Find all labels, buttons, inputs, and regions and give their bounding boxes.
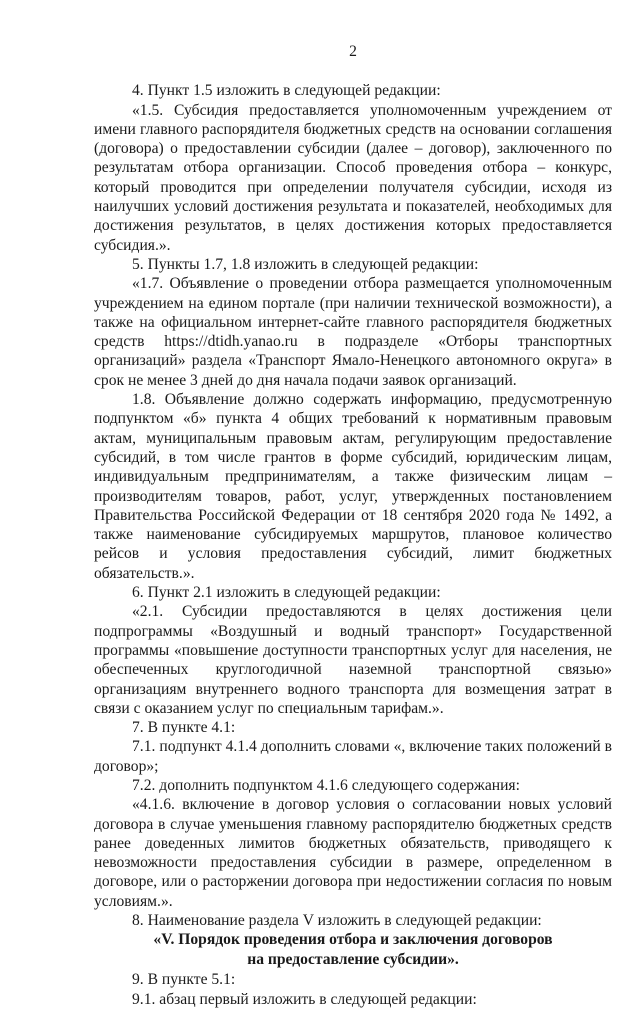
paragraph-clause-2-1: «2.1. Субсидии предоставляются в целях достижения цели подпрограммы «Воздушный и водный транспорт» Государственной программы «повышение доступности транспортных услуг для населения, не обеспеченных круглогодичной наземной транспортной связью» организациям внутреннего водного транспорта для возмещения затрат в связи с оказанием услуг по специальным тарифам.». xyxy=(94,603,612,717)
paragraph-item-5: 5. Пункты 1.7, 1.8 изложить в следующей редакции: xyxy=(132,255,479,273)
paragraph-item-7-1: 7.1. подпункт 4.1.4 дополнить словами «, включение таких положений в договор»; xyxy=(94,738,612,775)
paragraph-clause-1-7: «1.7. Объявление о проведении отбора размещается уполномоченным учреждением на едином портале (при наличии технической возможности), а также на официальном интернет-сайте главного распорядителя бюджетных средств https://dtidh.yanao.ru в подразделе «Отборы транспортных организаций» раздела «Транспорт Ямало-Ненецкого автономного округа» в срок не менее 3 дней до дня начала подачи заявок организаций. xyxy=(94,275,612,389)
document-page xyxy=(94,42,612,1009)
paragraph-item-7-2: 7.2. дополнить подпунктом 4.1.6 следующего содержания: xyxy=(132,776,520,794)
paragraph-item-6: 6. Пункт 2.1 изложить в следующей редакции: xyxy=(132,584,441,602)
paragraph-item-9: 9. В пункте 5.1: xyxy=(132,971,236,989)
paragraph-clause-1-8: 1.8. Объявление должно содержать информацию, предусмотренную подпунктом «б» пункта 4 общих требований к нормативным правовым актам, муниципальным правовым актам, регулирующим предоставление субсидий, в том числе грантов в форме субсидий, юридическим лицам, индивидуальным предпринимателям, а также физическим лицам – производителям товаров, работ, услуг, утвержденных постановлением Правительства Российской Федерации от 18 сентября 2020 года № 1492, а также наименование субсидируемых маршрутов, плановое количество рейсов и условия предоставления субсидий, лимит бюджетных обязательств.». xyxy=(94,391,612,582)
paragraph-item-9-1: 9.1. абзац первый изложить в следующей редакции: xyxy=(132,990,477,1008)
paragraph-item-8: 8. Наименование раздела V изложить в следующей редакции: xyxy=(132,912,542,930)
paragraph-clause-1-5: «1.5. Субсидия предоставляется уполномоченным учреждением от имени главного распорядителя бюджетных средств на основании соглашения (договора) о предоставлении субсидии (далее – договор), заключенного по результатам отбора организации. Способ проведения отбора – конкурс, который проводится при определении получателя субсидии, исходя из наилучших условий достижения результата и показателей, необходимых для достижения результатов, в целях достижения которых предоставляется субсидия.». xyxy=(94,101,612,254)
paragraph-clause-4-1-6: «4.1.6. включение в договор условия о согласовании новых условий договора в случае уменьшения главному распорядителю бюджетных средств ранее доведенных лимитов бюджетных обязательств, приводящего к невозможности предоставления субсидии в размере, определенном в договоре, или о расторжении договора при недостижении согласия по новым условиям.». xyxy=(94,796,612,910)
paragraph-item-7: 7. В пункте 4.1: xyxy=(132,719,236,737)
page-number: 2 xyxy=(349,43,357,60)
section-heading-line-1: «V. Порядок проведения отбора и заключения договоров xyxy=(153,931,553,949)
section-heading-line-2: на предоставление субсидии». xyxy=(247,951,459,969)
paragraph-item-4: 4. Пункт 1.5 изложить в следующей редакции: xyxy=(132,82,441,100)
